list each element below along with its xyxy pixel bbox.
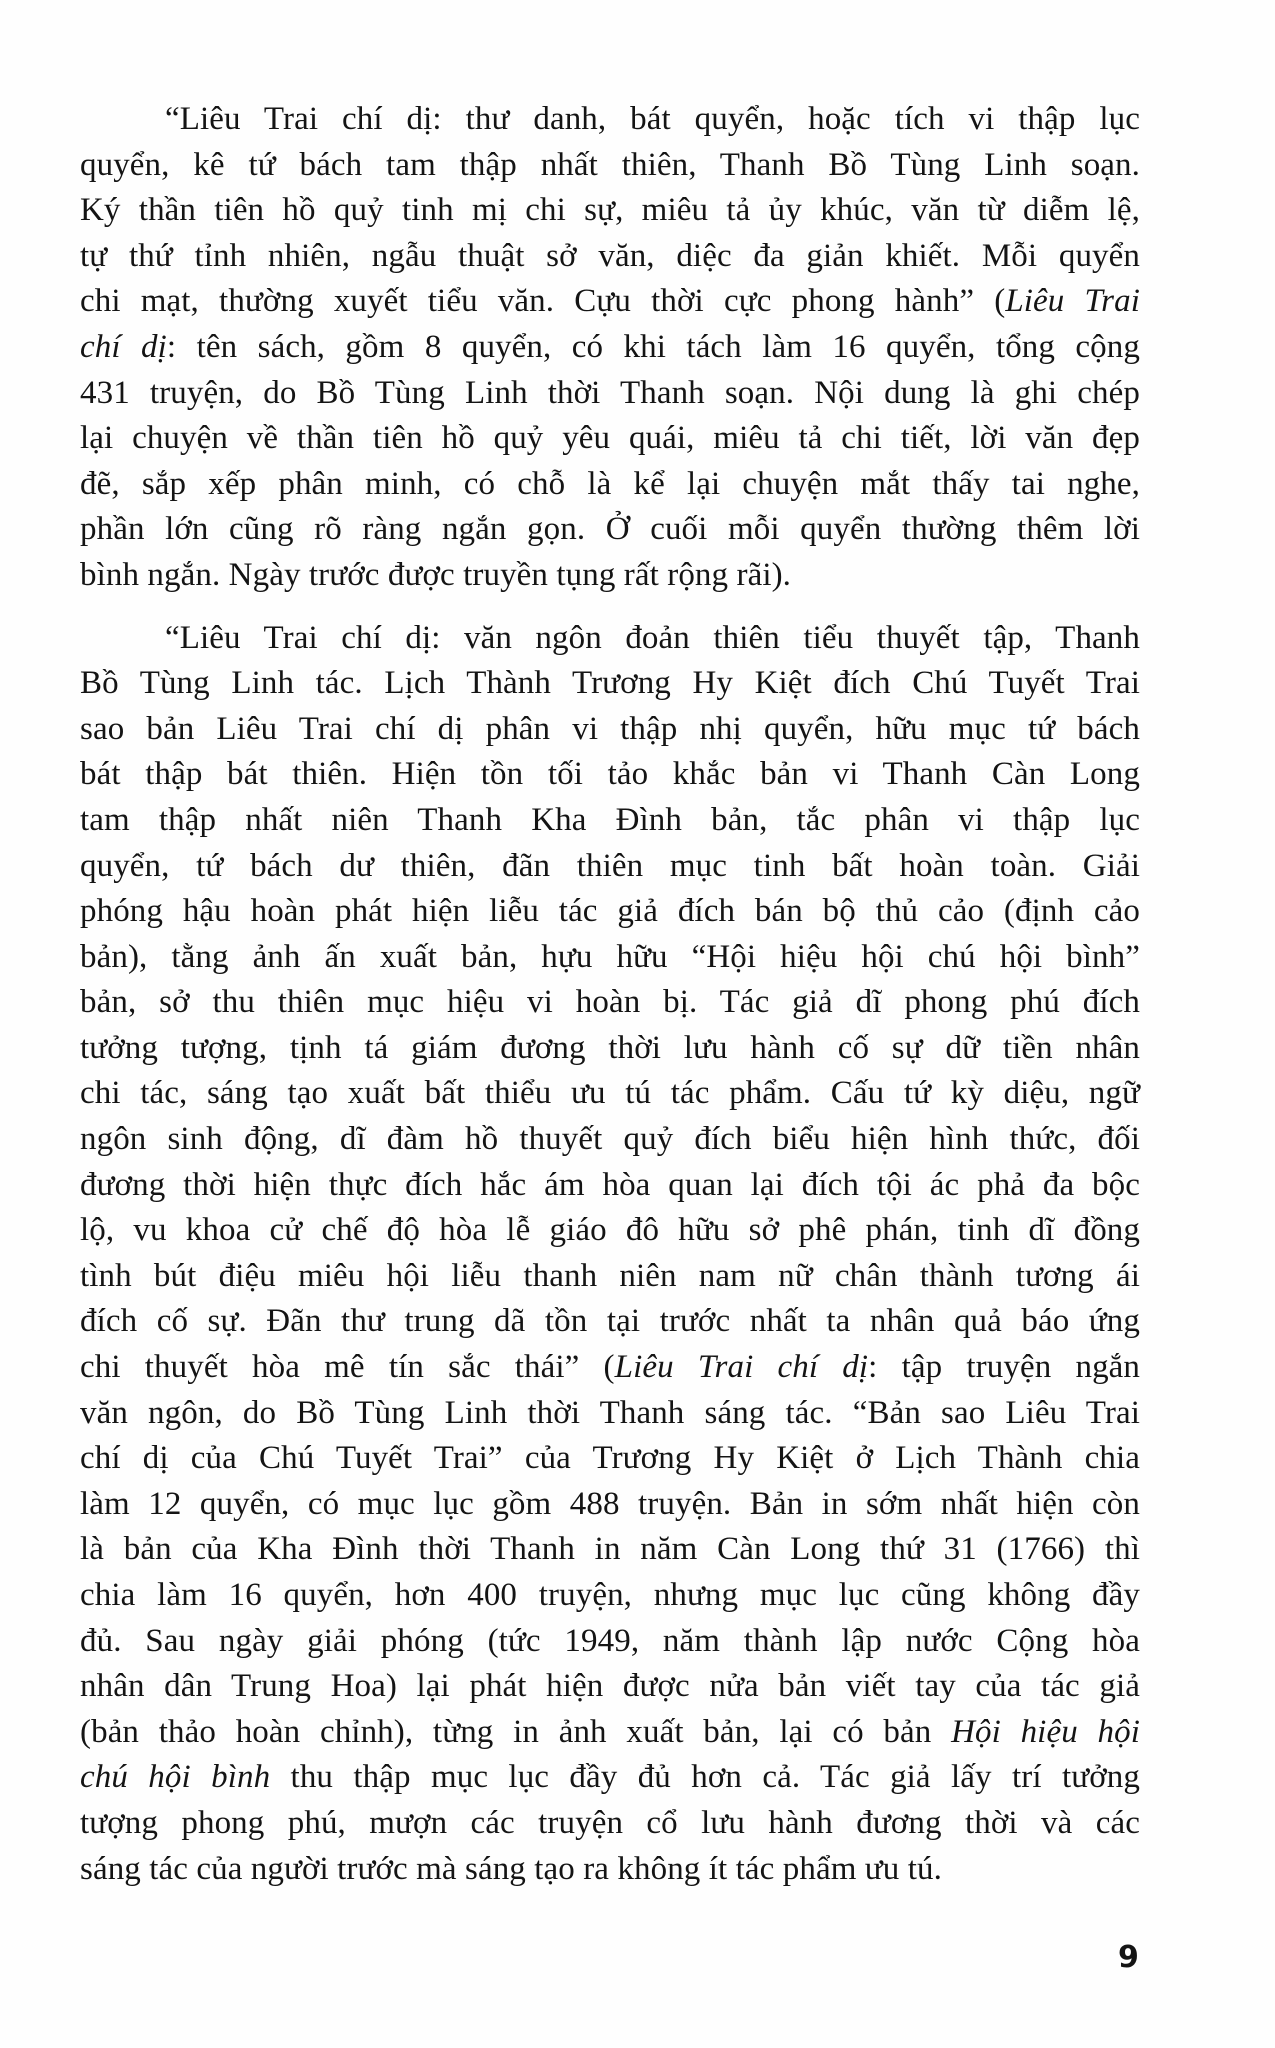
text-segment: đẽ, sắp xếp phân minh, có chỗ là kể lại chuyện mắt thấy tai nghe, — [80, 465, 1140, 502]
text-line — [80, 752, 1140, 798]
text-line — [80, 1345, 1140, 1391]
italic-title-text: Liêu Trai — [1005, 283, 1140, 320]
text-line — [80, 553, 1140, 599]
text-segment: phần lớn cũng rõ ràng ngắn gọn. Ở cuối mỗi quyển thường thêm lời — [80, 511, 1140, 548]
text-segment: “Liêu Trai chí dị: văn ngôn đoản thiên tiểu thuyết tập, Thanh — [165, 619, 1140, 656]
text-segment: đủ. Sau ngày giải phóng (tức 1949, năm thành lập nước Cộng hòa — [80, 1622, 1140, 1659]
text-segment: chia làm 16 quyển, hơn 400 truyện, nhưng mục lục cũng không đầy — [80, 1577, 1140, 1613]
italic-title-text: chú hội bình — [80, 1759, 271, 1796]
text-line — [80, 507, 1140, 553]
text-line — [80, 980, 1140, 1026]
text-segment: chi thuyết hòa mê tín sắc thái” ( — [80, 1349, 615, 1386]
text-segment: tượng phong phú, mượn các truyện cổ lưu hành đương thời và các — [80, 1804, 1140, 1841]
page-number: 9 — [1118, 1940, 1139, 1975]
italic-title-text: Hội hiệu hội — [951, 1713, 1140, 1750]
text-segment: văn ngôn, do Bồ Tùng Linh thời Thanh sáng tác. “Bản sao Liêu Trai — [80, 1394, 1140, 1431]
text-line — [80, 661, 1140, 707]
text-segment: quyển, tứ bách dư thiên, đãn thiên mục tinh bất hoàn toàn. Giải — [80, 847, 1140, 884]
text-line — [80, 325, 1140, 371]
text-segment: thu thập mục lục đầy đủ hơn cả. Tác giả lấy trí tưởng — [270, 1759, 1140, 1796]
text-segment: nhân dân Trung Hoa) lại phát hiện được nửa bản viết tay của tác giả — [80, 1668, 1140, 1705]
text-line — [80, 188, 1140, 234]
text-segment: bát thập bát thiên. Hiện tồn tối tảo khắc bản vi Thanh Càn Long — [80, 756, 1140, 793]
text-line — [80, 889, 1140, 935]
text-line — [80, 1755, 1140, 1801]
text-line — [80, 1710, 1140, 1756]
text-segment: đương thời hiện thực đích hắc ám hòa quan lại đích tội ác phả đa bộc — [80, 1166, 1140, 1203]
text-line — [80, 1299, 1140, 1345]
text-segment: tình bút điệu miêu hội liễu thanh niên nam nữ chân thành tương ái — [80, 1257, 1140, 1294]
text-segment: tự thứ tỉnh nhiên, ngẫu thuật sở văn, diệc đa giản khiết. Mỗi quyển — [80, 237, 1140, 274]
text-line — [80, 1026, 1140, 1072]
text-segment: tưởng tượng, tịnh tá giám đương thời lưu hành cố sự dữ tiền nhân — [80, 1029, 1140, 1066]
text-line — [80, 279, 1140, 325]
text-segment: bản, sở thu thiên mục hiệu vi hoàn bị. Tác giả dĩ phong phú đích — [80, 984, 1140, 1021]
text-line — [80, 1391, 1140, 1437]
text-segment: “Liêu Trai chí dị: thư danh, bát quyển, hoặc tích vi thập lục — [165, 101, 1140, 137]
text-line — [80, 1801, 1140, 1847]
text-segment: chi tác, sáng tạo xuất bất thiểu ưu tú tác phẩm. Cấu tứ kỳ diệu, ngữ — [80, 1075, 1140, 1112]
italic-title-text: Liêu Trai chí dị — [614, 1349, 869, 1386]
text-segment: : tên sách, gồm 8 quyển, có khi tách làm 16 quyển, tổng cộng — [166, 328, 1140, 365]
text-segment: chí dị của Chú Tuyết Trai” của Trương Hy Kiệt ở Lịch Thành chia — [80, 1440, 1140, 1477]
paragraph — [80, 616, 1140, 1893]
text-line — [80, 371, 1140, 417]
text-line — [80, 1573, 1140, 1619]
text-segment: làm 12 quyển, có mục lục gồm 488 truyện. Bản in sớm nhất hiện còn — [80, 1485, 1140, 1522]
text-line — [80, 1117, 1140, 1163]
text-line — [80, 1527, 1140, 1573]
text-segment: ngôn sinh động, dĩ đàm hồ thuyết quỷ đích biểu hiện hình thức, đối — [80, 1121, 1140, 1158]
text-segment: (bản thảo hoàn chỉnh), từng in ảnh xuất bản, lại có bản — [80, 1713, 952, 1750]
text-line — [80, 1071, 1140, 1117]
text-segment: bình ngắn. Ngày trước được truyền tụng rất rộng rãi). — [80, 556, 792, 593]
text-segment: : tập truyện ngắn — [868, 1349, 1141, 1386]
body-text — [80, 97, 1140, 1892]
text-line — [80, 143, 1140, 189]
text-line — [80, 798, 1140, 844]
text-line — [80, 416, 1140, 462]
text-segment: lộ, vu khoa cử chế độ hòa lễ giáo đô hữu sở phê phán, tinh dĩ đồng — [80, 1212, 1140, 1249]
text-line — [80, 707, 1140, 753]
text-line — [80, 844, 1140, 890]
text-segment: chi mạt, thường xuyết tiểu văn. Cựu thời cực phong hành” ( — [80, 283, 1006, 320]
text-line — [80, 1664, 1140, 1710]
text-line — [80, 1208, 1140, 1254]
text-line — [80, 1163, 1140, 1209]
text-segment: Ký thần tiên hồ quỷ tinh mị chi sự, miêu tả ủy khúc, văn từ diễm lệ, — [80, 192, 1140, 229]
text-segment: Bồ Tùng Linh tác. Lịch Thành Trương Hy Kiệt đích Chú Tuyết Trai — [80, 665, 1140, 702]
text-line — [80, 616, 1140, 662]
text-segment: tam thập nhất niên Thanh Kha Đình bản, tắc phân vi thập lục — [80, 801, 1140, 838]
text-segment: bản), tằng ảnh ấn xuất bản, hựu hữu “Hội hiệu hội chú hội bình” — [80, 938, 1140, 975]
text-line — [80, 1436, 1140, 1482]
text-segment: sáng tác của người trước mà sáng tạo ra không ít tác phẩm ưu tú. — [80, 1850, 942, 1887]
text-line — [80, 1619, 1140, 1665]
text-segment: 431 truyện, do Bồ Tùng Linh thời Thanh soạn. Nội dung là ghi chép — [80, 374, 1140, 411]
italic-title-text: chí dị — [80, 328, 167, 365]
text-line — [80, 935, 1140, 981]
text-segment: quyển, kê tứ bách tam thập nhất thiên, Thanh Bồ Tùng Linh soạn. — [80, 146, 1140, 183]
text-line — [80, 1482, 1140, 1528]
text-line — [80, 97, 1140, 143]
text-line — [80, 234, 1140, 280]
text-line — [80, 1254, 1140, 1300]
text-segment: đích cố sự. Đãn thư trung dã tồn tại trước nhất ta nhân quả báo ứng — [80, 1303, 1140, 1340]
text-segment: là bản của Kha Đình thời Thanh in năm Càn Long thứ 31 (1766) thì — [80, 1531, 1140, 1568]
text-segment: sao bản Liêu Trai chí dị phân vi thập nhị quyển, hữu mục tứ bách — [80, 710, 1140, 747]
text-segment: phóng hậu hoàn phát hiện liễu tác giả đích bán bộ thủ cảo (định cảo — [80, 893, 1140, 930]
text-segment: lại chuyện về thần tiên hồ quỷ yêu quái, miêu tả chi tiết, lời văn đẹp — [80, 420, 1140, 457]
text-line — [80, 1847, 1140, 1893]
paragraph — [80, 97, 1140, 599]
text-line — [80, 462, 1140, 508]
